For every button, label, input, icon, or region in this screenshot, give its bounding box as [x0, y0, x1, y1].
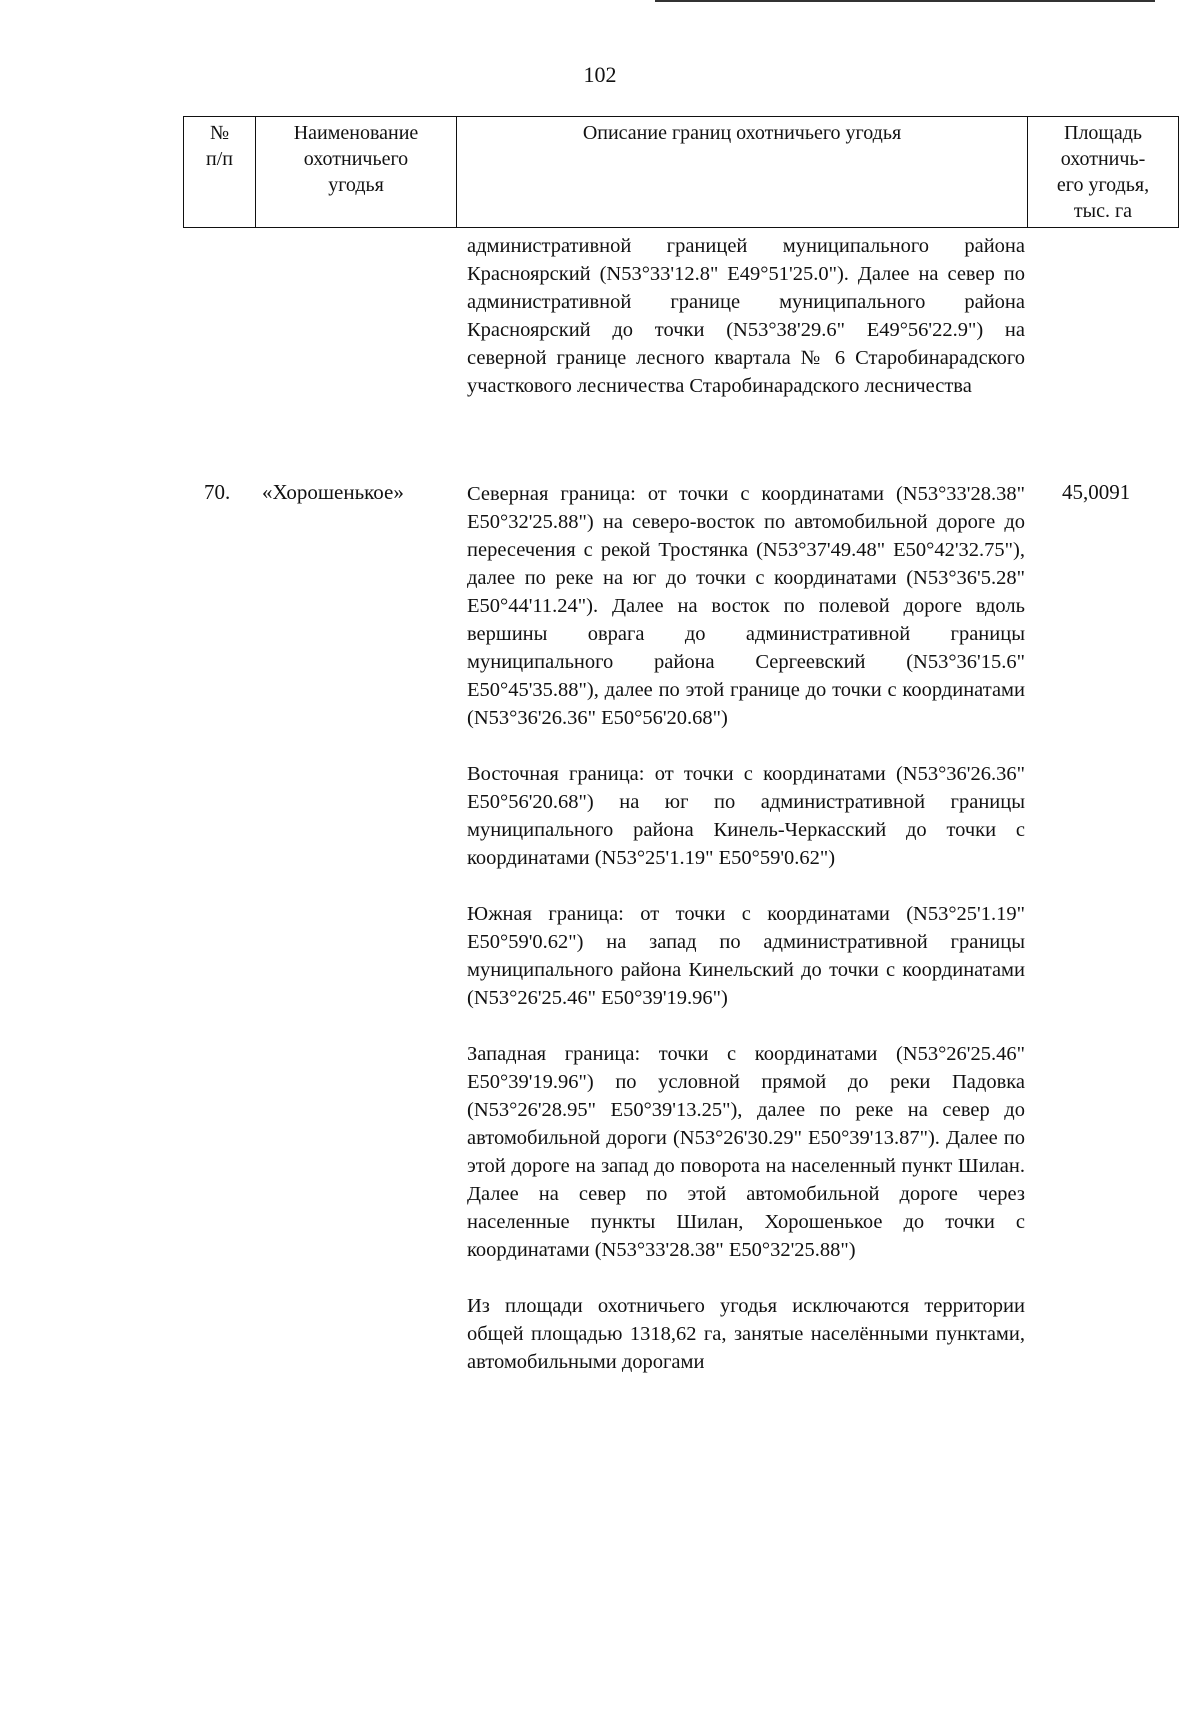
continuation-text: административной границей муниципального района Красноярский (N53°33'12.8" E49°51'25.0"). Далее на север по административной границе муниципального района Красноярский до точки (N53°38'29.6" E49°56'22.9") на северной границе лесного квартала № 6 Старобинарадского участкового лесничества Старобинарадского лесничества [467, 235, 1025, 397]
page-number: 102 [583, 62, 617, 87]
header-name-line: угодья [328, 174, 384, 196]
row-description [467, 480, 1025, 1404]
table-header [183, 116, 1179, 228]
east-boundary-paragraph: Восточная граница: от точки с координатами (N53°36'26.36" E50°56'20.68") на юг по административной границы муниципального района Кинель-Черкасский до точки с координатами (N53°25'1.19" E50°59'0.62") [467, 763, 1025, 869]
header-number-line: п/п [206, 148, 233, 170]
row-number: 70. [204, 480, 231, 504]
top-rule [655, 0, 1155, 2]
row-name: «Хорошенькое» [262, 480, 404, 504]
exclusion-paragraph: Из площади охотничьего угодья исключаются территории общей площадью 1318,62 га, занятые населёнными пунктами, автомобильными дорогами [467, 1295, 1025, 1373]
header-name-line: Наименование [293, 122, 419, 144]
north-boundary-paragraph: Северная граница: от точки с координатами (N53°33'28.38" E50°32'25.88") на северо-восток по автомобильной дороге до пересечения с рекой Тростянка (N53°37'49.48" E50°42'32.75"), далее по реке на юг до точки с координатами (N53°36'5.28" E50°44'11.24"). Далее на восток по полевой дороге вдоль вершины оврага до административной границы муниципального района Сергеевский (N53°36'15.6" E50°45'35.88"), далее по этой границе до точки с координатами (N53°36'26.36" E50°56'20.68") [467, 483, 1025, 729]
header-name-column [255, 116, 457, 228]
header-area-line: его угодья, [1056, 174, 1150, 196]
header-area-line: охотничь- [1060, 148, 1146, 170]
header-description-line: Описание границ охотничьего угодья [582, 122, 902, 144]
header-area-line: тыс. га [1073, 200, 1133, 222]
header-number-line: № [209, 122, 230, 144]
south-boundary-paragraph: Южная граница: от точки с координатами (N53°25'1.19" E50°59'0.62") на запад по административной границы муниципального района Кинельский до точки с координатами (N53°26'25.46" E50°39'19.96") [467, 903, 1025, 1009]
header-name-line: охотничьего [303, 148, 409, 170]
header-area-line: Площадь [1064, 122, 1142, 144]
continuation-description [467, 232, 1025, 400]
row-area: 45,0091 [1062, 480, 1131, 504]
header-area-column [1027, 116, 1179, 228]
header-description-column [456, 116, 1028, 228]
header-number-column [183, 116, 256, 228]
west-boundary-paragraph: Западная граница: точки с координатами (N53°26'25.46" E50°39'19.96") по условной прямой до реки Падовка (N53°26'28.95" E50°39'13.25"), далее по реке на север до автомобильной дороги (N53°26'30.29" E50°39'13.87"). Далее по этой дороге на запад до поворота на населенный пункт Шилан. Далее на север по этой автомобильной дороге через населенные пункты Шилан, Хорошенькое до точки с координатами (N53°33'28.38" E50°32'25.88") [467, 1043, 1025, 1261]
